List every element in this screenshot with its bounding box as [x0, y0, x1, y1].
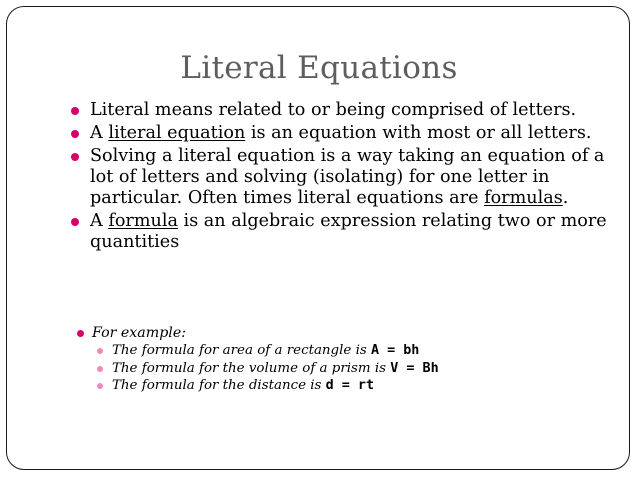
bullet-dot-icon [97, 348, 103, 354]
example-item [92, 342, 638, 360]
bullet-item [48, 123, 618, 144]
example-formula: A = bh [371, 343, 420, 358]
example-formula: d = rt [325, 378, 375, 393]
bullet-dot-icon [71, 107, 79, 115]
bullet-term: formula [108, 211, 178, 231]
example-text: The formula for the distance is [112, 378, 326, 393]
bullet-dot-icon [71, 218, 79, 226]
slide-title: Literal Equations [180, 50, 458, 86]
bullet-list [48, 100, 618, 255]
bullet-text-pre: Solving a literal equation is a way taking an equation of a lot of letters and solving (isolating) for one letter in particular. Often times literal equations are [90, 146, 605, 208]
bullet-item [48, 211, 618, 253]
bullet-dot-icon [71, 153, 79, 161]
bullet-text-post: is an algebraic expression relating two or more quantities [90, 211, 607, 252]
bullet-text-post: . [562, 188, 569, 208]
bullet-item [48, 100, 618, 121]
bullet-dot-icon [77, 330, 84, 337]
bullet-dot-icon [97, 366, 103, 372]
bullet-dot-icon [97, 383, 103, 389]
example-text: The formula for area of a rectangle is [112, 343, 371, 358]
example-label-item [70, 324, 638, 342]
example-formula: V = Bh [390, 360, 439, 376]
bullet-dot-icon [71, 130, 79, 138]
bullet-text-pre: A [90, 123, 109, 143]
bullet-term: formulas [484, 188, 563, 208]
sub-bullets [0, 322, 638, 395]
bullet-term: literal equation [108, 123, 246, 143]
example-item [92, 377, 638, 395]
sub-bullet-item [70, 324, 638, 342]
example-list [92, 342, 638, 395]
bullet-text-pre: A [90, 211, 109, 231]
example-text: The formula for the volume of a prism is [112, 360, 391, 376]
bullet-text: Literal means related to or being comprised of letters. [90, 100, 577, 120]
bullet-text-post: is an equation with most or all letters. [245, 123, 592, 143]
example-label: For example: [92, 325, 187, 341]
bullet-item [48, 146, 618, 209]
example-item [92, 360, 638, 378]
